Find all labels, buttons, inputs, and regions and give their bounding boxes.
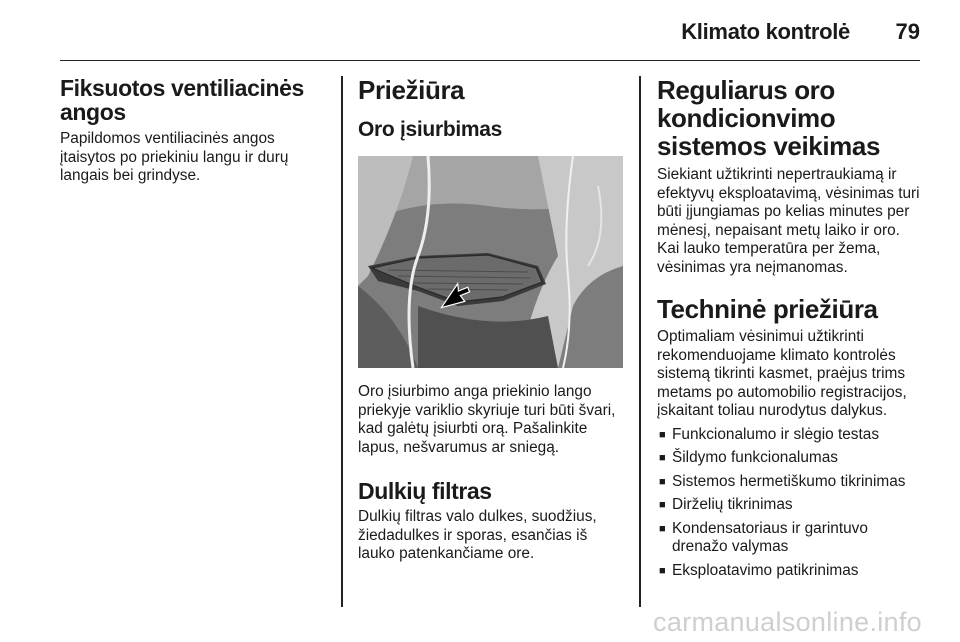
engine-bay-photo bbox=[358, 156, 623, 368]
list-item: ■ Sistemos hermetiškumo tikrinimas bbox=[659, 472, 906, 490]
column-divider bbox=[341, 76, 343, 607]
list-item: ■ Kondensatoriaus ir garintuvo drenažo valymas bbox=[659, 519, 868, 555]
section-heading-fixed-vents: Fiksuotos ventiliacinės angos bbox=[60, 75, 304, 125]
dust-filter-body: Dulkių filtras valo dulkes, suodžius, žiedadulkes ir sporas, esančias iš lauko patenkančiame ore. bbox=[358, 508, 597, 562]
subheading-dust-filter: Dulkių filtras bbox=[358, 478, 492, 504]
section-body-fixed-vents: Papildomos ventiliacinės angos įtaisytos po priekiniu langu ir durų langais bei grindyse. bbox=[60, 130, 289, 184]
bullet-icon: ■ bbox=[659, 522, 666, 535]
bullet-icon: ■ bbox=[659, 452, 666, 464]
air-intake-caption: Oro įsiurbimo anga priekinio lango priekyje variklio skyriuje turi būti švari, kad galėtų įsiurbti orą. Pašalinkite lapus, nešvarumus ar sniegą. bbox=[358, 383, 616, 456]
column-divider bbox=[639, 76, 641, 607]
servicing-body: Optimaliam vėsinimui užtikrinti rekomenduojame klimato kontrolės sistemą tikrinti kasmet, praėjus trims metams po automobilio registracijos, įskaitant toliau nurodytus dalykus. bbox=[657, 328, 907, 419]
bullet-icon: ■ bbox=[659, 475, 666, 488]
servicing-checklist bbox=[657, 426, 925, 581]
page-header bbox=[60, 0, 920, 61]
list-item: ■ Dirželių tikrinimas bbox=[659, 496, 793, 513]
watermark: carmanualsonline.info bbox=[653, 607, 922, 637]
column-2 bbox=[358, 76, 623, 564]
bullet-icon: ■ bbox=[659, 428, 666, 441]
list-item: ■ Šildymo funkcionalumas bbox=[659, 449, 838, 466]
header-title: Klimato kontrolė bbox=[681, 19, 850, 44]
subheading-air-intake: Oro įsiurbimas bbox=[358, 118, 503, 141]
column-1 bbox=[60, 76, 322, 186]
page-number: 79 bbox=[895, 19, 920, 44]
ac-operation-body: Siekiant užtikrinti nepertraukiamą ir efektyvų eksploatavimą, vėsinimas turi būti įjungiamas po kelias minutes per mėnesį, nepaisant metų laiko ir oro. Kai lauko temperatūra per žema, vėsinimas yra neįmanomas. bbox=[657, 166, 920, 276]
section-heading-ac-operation: Reguliarus oro kondicionvimo sistemos veikimas bbox=[657, 75, 881, 161]
column-3 bbox=[657, 76, 925, 580]
section-heading-maintenance: Priežiūra bbox=[358, 75, 465, 105]
bullet-icon: ■ bbox=[659, 499, 666, 511]
list-item: ■ Eksploatavimo patikrinimas bbox=[659, 561, 859, 579]
list-item: ■ Funkcionalumo ir slėgio testas bbox=[659, 425, 880, 443]
subheading-servicing: Techninė priežiūra bbox=[657, 294, 878, 324]
bullet-icon: ■ bbox=[659, 564, 666, 577]
